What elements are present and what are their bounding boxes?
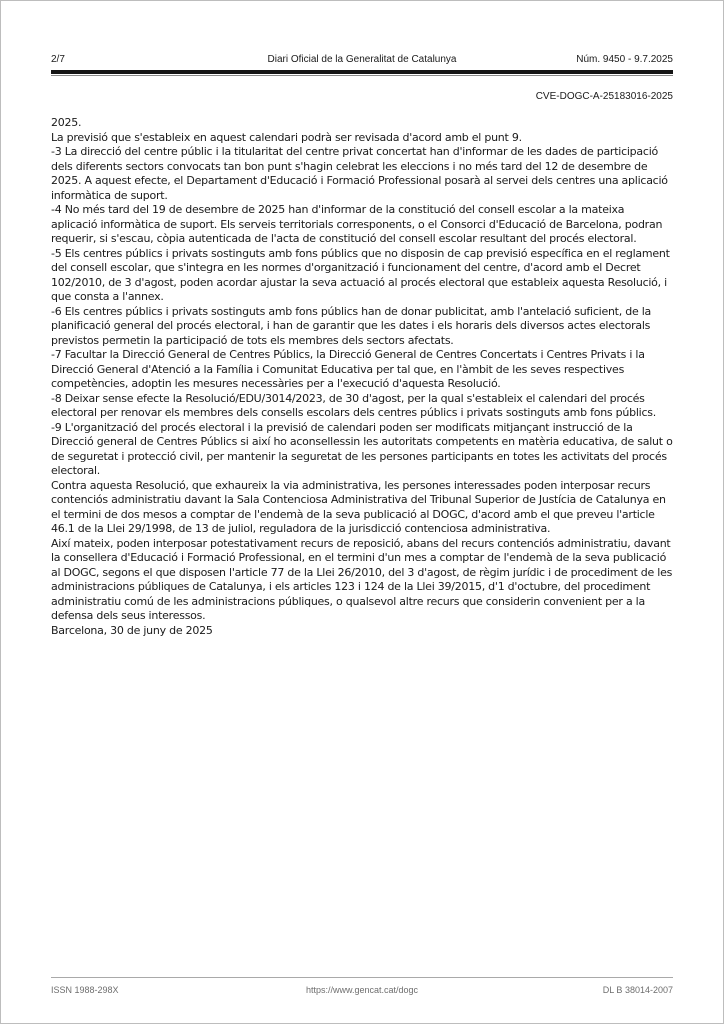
paragraph-forecast: La previsió que s'estableix en aquest calendari podrà ser revisada d'acord amb el punt 9. (51, 130, 522, 144)
paragraph-item-5: -5 Els centres públics i privats sostinguts amb fons públics que no disposin de cap previsió específica en el reglament del consell escolar, que s'integra en les normes d'organització i funcionament del centre, d'acord amb el Decret 102/2010, de 3 d'agost, poden acordar ajustar la seva actuació al procés electoral que estableix aquesta Resolució, i que consta a l'annex. (51, 246, 670, 303)
journal-title: Diari Oficial de la Generalitat de Catalunya (267, 54, 457, 65)
page-footer (51, 977, 673, 995)
cve-code: CVE-DOGC-A-25183016-2025 (535, 91, 673, 102)
deposit-legal: DL B 38014-2007 (602, 985, 673, 995)
document-body (51, 116, 673, 638)
paragraph-item-7: -7 Facultar la Direcció General de Centres Públics, la Direcció General de Centres Concertats i Centres Privats i la Direcció General d'Atenció a la Família i Comunitat Educativa per tal que, en l'àmbit de les seves respectives competències, adoptin les mesures necessàries per a l'execució d'aquesta Resolució. (51, 348, 645, 390)
paragraph-continuation: 2025. (51, 116, 82, 129)
issn: ISSN 1988-298X (51, 985, 119, 995)
issue-number: Núm. 9450 - 9.7.2025 (576, 54, 673, 65)
paragraph-item-8: -8 Deixar sense efecte la Resolució/EDU/3014/2023, de 30 d'agost, per la qual s'estableix el calendari del procés electoral per renovar els membres dels consells escolars dels centres públics i privats sostinguts amb fons públics. (51, 391, 656, 419)
page-header (51, 1, 673, 65)
header-rule (51, 70, 673, 76)
header-rule-thin (51, 75, 673, 76)
paragraph-appeal-contentious: Contra aquesta Resolució, que exhaureix la via administrativa, les persones interessades poden interposar recurs contenciós administratiu davant la Sala Contenciosa Administrativa del Tribunal Superior de Justícia de Catalunya en el termini de dos mesos a comptar de l'endemà de la seva publicació al DOGC, d'acord amb el que preveu l'article 46.1 de la Llei 29/1998, de 13 de juliol, reguladora de la jurisdicció contenciosa administrativa. (51, 478, 666, 535)
paragraph-item-4: -4 No més tard del 19 de desembre de 2025 han d'informar de la constitució del consell escolar a la mateixa aplicació informàtica de suport. Els serveis territorials corresponents, o el Consorci d'Educació de Barcelona, podran requerir, si s'escau, còpia autenticada de l'acta de constitució del consell escolar resultant del procés electoral. (51, 203, 663, 245)
page-number: 2/7 (51, 54, 65, 65)
paragraph-item-9: -9 L'organització del procés electoral i la previsió de calendari poden ser modificats mitjançant instrucció de la Direcció general de Centres Públics si així ho aconsellessin les autoritats competents en matèria educativa, de salut o de seguretat i protecció civil, per mantenir la seguretat de les persones participants en totes les activitats del procés electoral. (51, 420, 673, 477)
paragraph-item-3: -3 La direcció del centre públic i la titularitat del centre privat concertat han d'informar de les dades de participació dels diferents sectors convocats tan bon punt s'hagin celebrat les eleccions i no més tard del 12 de desembre de 2025. A aquest efecte, el Departament d'Educació i Formació Professional posarà al servei dels centres una aplicació informàtica de suport. (51, 145, 668, 202)
dogc-url: https://www.gencat.cat/dogc (305, 985, 419, 995)
dateline: Barcelona, 30 de juny de 2025 (51, 623, 213, 637)
paragraph-appeal-reposition: Així mateix, poden interposar potestativament recurs de reposició, abans del recurs contenciós administratiu, davant la consellera d'Educació i Formació Professional, en el termini d'un mes a comptar de l'endemà de la seva publicació al DOGC, segons el que disposen l'article 77 de la Llei 26/2010, del 3 d'agost, de règim jurídic i de procediment de les administracions públiques de Catalunya, i els articles 123 i 124 de la Llei 39/2015, d'1 d'octubre, del procediment administratiu comú de les administracions públiques, o qualsevol altre recurs que considerin convenient per a la defensa dels seus interessos. (51, 536, 673, 622)
header-rule-thick (51, 70, 673, 74)
paragraph-item-6: -6 Els centres públics i privats sostinguts amb fons públics han de donar publicitat, amb l'antelació suficient, de la planificació general del procés electoral, i han de garantir que les dates i els horaris dels diversos actes electorals previstos permetin la participació de tots els membres dels sectors afectats. (51, 304, 652, 347)
